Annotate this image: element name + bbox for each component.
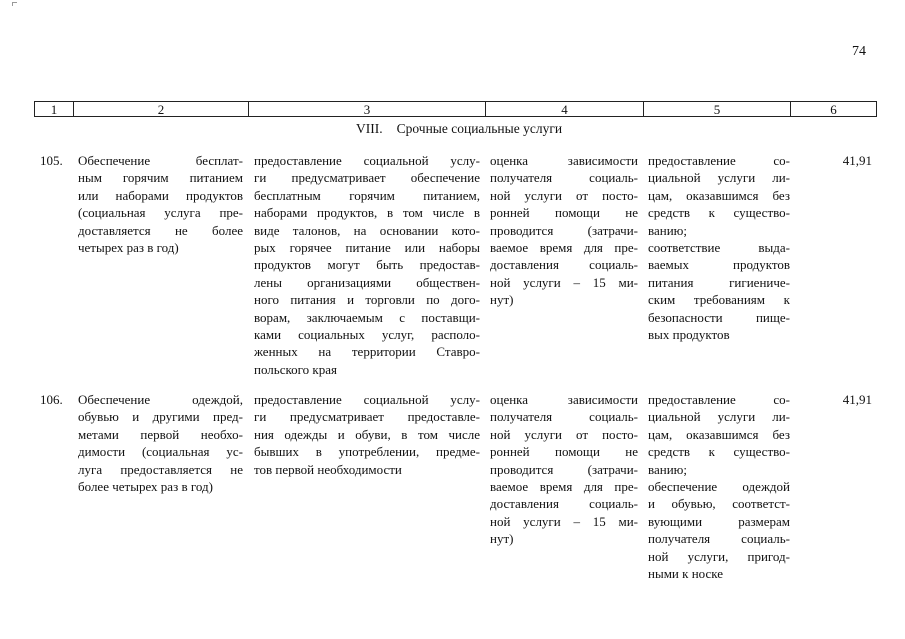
page-number: 74: [852, 44, 866, 59]
service-price: 41,91: [842, 392, 872, 407]
service-description: предоставление социальной услу- ги предусматривает предоставле- ния одежды и обуви, в том числе бывших в употреблении, предме- тов первой необходимости: [254, 392, 480, 477]
section-number: VIII.: [356, 121, 383, 136]
header-col-4: 4: [486, 102, 644, 116]
service-evaluation: оценка зависимости получателя социаль- ной услуги от посто- ронней помощи не проводится (затрачи- ваемое время для пре- доставления социаль- ной услуги – 15 ми- нут): [490, 153, 638, 308]
header-col-5: 5: [644, 102, 791, 116]
service-name: Обеспечение бесплат- ным горячим питанием или наборами продуктов (социальная услуга пре- доставляется не более четырех раз в год): [78, 153, 243, 256]
service-description: предоставление социальной услу- ги предусматривает обеспечение бесплатным горячим питанием, наборами продуктов, в том числе в виде талонов, на основании кото- рых горячее питание или наборы продуктов могут быть предостав- лены организациями обществен- ного питания и торговли по дого- ворам, заключаемым с поставщи- ками социальных услуг, располо- женных на территории Ставро- польского края: [254, 153, 480, 377]
row-number: 105.: [40, 153, 63, 168]
corner-mark: [12, 2, 17, 6]
table-header-row: [34, 101, 877, 117]
service-price: 41,91: [842, 153, 872, 168]
header-col-1: 1: [35, 102, 74, 116]
header-col-6: 6: [830, 102, 837, 117]
service-conditions: предоставление со- циальной услуги ли- цам, оказавшимся без средств к существо- ванию; соответствие выда- ваемых продуктов питания гигиениче- ским требованиям к безопасности пище- вых продуктов: [648, 153, 790, 343]
section-title: [356, 121, 562, 137]
row-number: 106.: [40, 392, 63, 407]
service-conditions: предоставление со- циальной услуги ли- цам, оказавшимся без средств к существо- ванию; обеспечение одеждой и обувью, соответст- вующими размерам получателя социаль- ной услуги, пригод- ными к носке: [648, 392, 790, 582]
service-name: Обеспечение одеждой, обувью и другими пред- метами первой необхо- димости (социальная ус- луга предоставляется не более четырех раз в год): [78, 392, 243, 495]
service-evaluation: оценка зависимости получателя социаль- ной услуги от посто- ронней помощи не проводится (затрачи- ваемое время для пре- доставления социаль- ной услуги – 15 ми- нут): [490, 392, 638, 547]
header-col-3: 3: [249, 102, 486, 116]
section-title-text: Срочные социальные услуги: [396, 121, 563, 136]
header-col-2: 2: [74, 102, 249, 116]
